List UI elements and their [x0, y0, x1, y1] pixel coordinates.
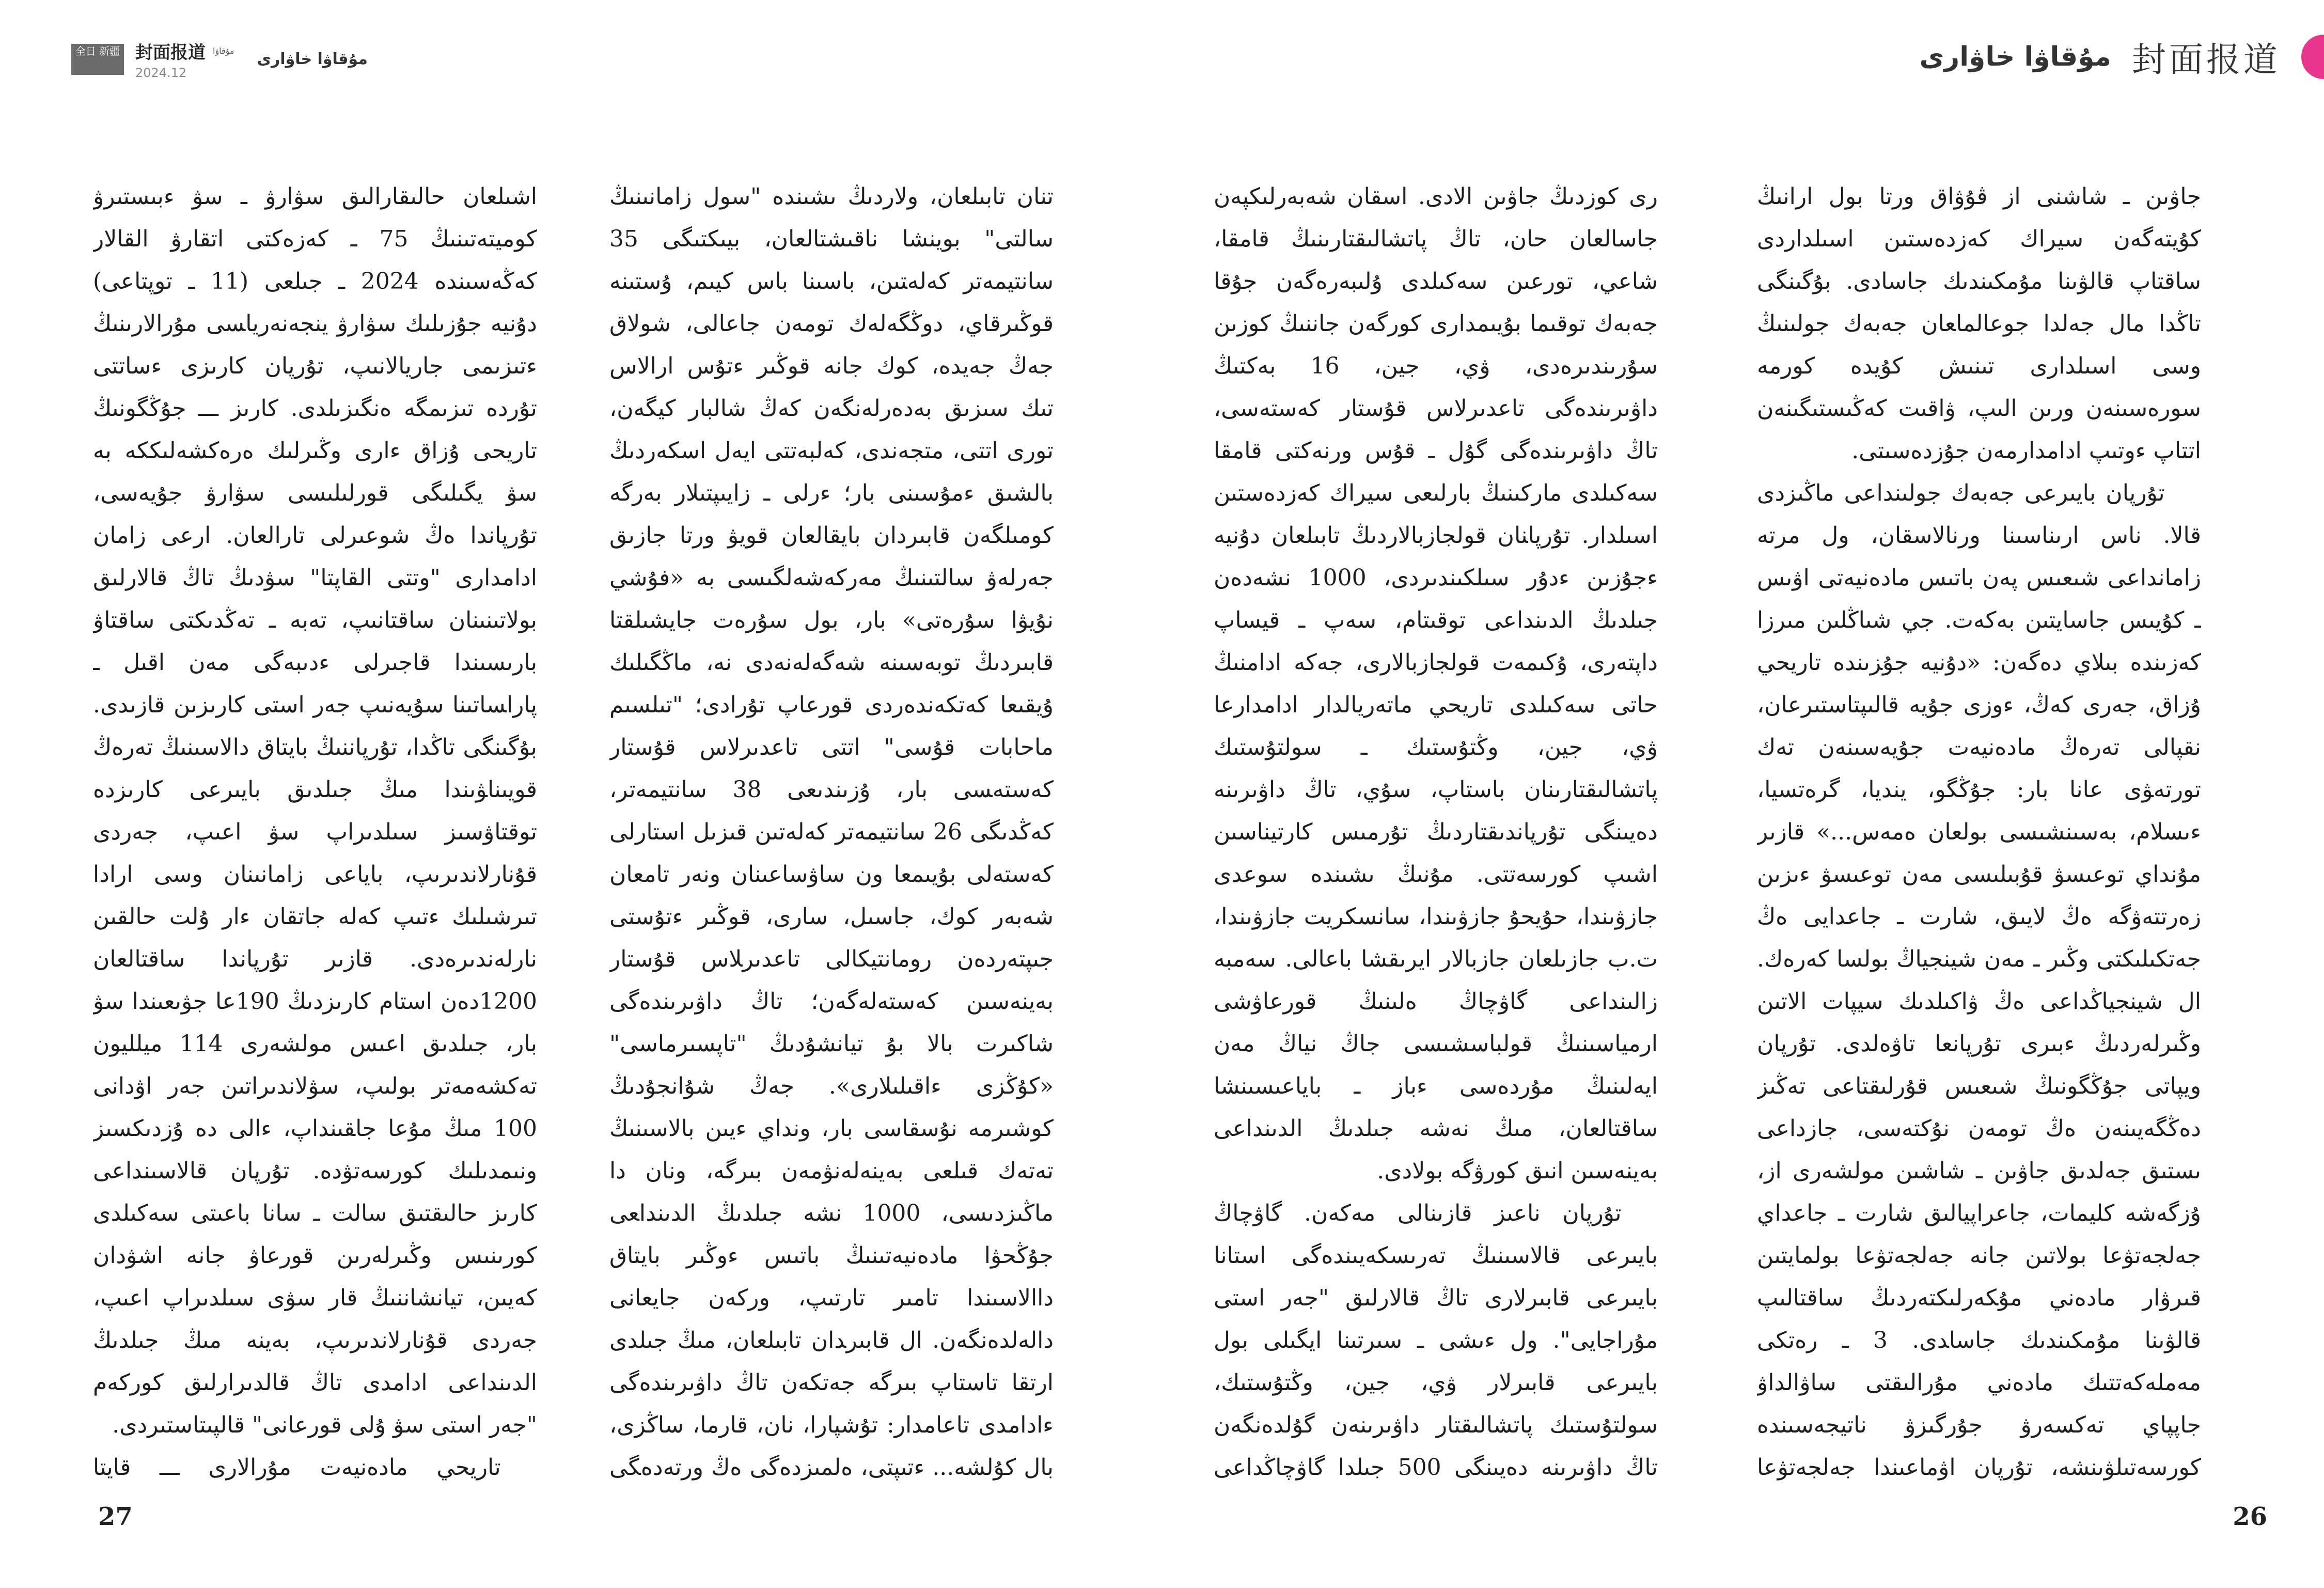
text-column-4: [93, 176, 537, 1483]
page-number-left: 27: [98, 1502, 133, 1531]
page-number-right: 26: [2233, 1502, 2267, 1531]
paragraph: تنان تابىلعان، ولاردىڭ ىشىندە "سول زامانىنىڭ سالتى" بوينشا ناقىشتالعان، بيىكتىگى 35 سانتيمەتر كەلە‍تىن، باسىنا باس كيىم، ۇستىنە قوڭىرقاي، دوڭگەلەك تومەن جاعالى، شولاق جەڭ جەيدە، كوك جانە قوڭىر ءتۇس ارالاس تىك سىزىق بەدەرلەنگەن كەڭ شالبار كيگەن، تورى اتتى، متجەندى، كەلبەتتى ايەل اسكەردىڭ بالشىق ءمۇسىنى بار؛ ءرلى ـ زايىپتىلار بەرگە كومىل‍گەن قابىردان بايقالعان قويۋ ورتا جازىق جەرلەۋ سالتى‍نىڭ مەركەشەلگىسى بە «فۇشي نۇيۋا سۇرەتى» بار، بول سۇرەت جايشىلقتا قابىردىڭ توبەسىنە شەگەلەنەدى نە، ماڭگىلىك ۇيقىعا كەتكەندەردى قورعاپ تۇرادى؛ "تىل‍سىم ماحابات قۇسى" اتتى تاعدىرلاس قۇستار كەستە‍سى بار، ۇزىندىعى 38 سانتيمەتر، كەڭدىگى 26 سانتيمەتر كەلەتىن قىزىل استارلى كەستەلى بۇيىمعا ون ساۋساعىنان ونەر تامعان شەبەر كوك، جاسىل، سارى، قوڭىر ءتۇستى جىپتەردەن رومانتيكالى تاعدىر‍لاس قۇستار بەينەسىن كەستەلەگەن؛ تاڭ داۋىرىندەگى شاكىرت بالا بۇ تيانشۇدىڭ "تاپسىرماسى" «كۇڭزى ءاقىلىلارى». جەڭ شۇانجۇدىڭ كوشىرمە نۇسقاسى بار، ونداي ءيىن بالاسىنىڭ تەتەك قىلعى بەينەلەنۋمەن بىرگە، ونان دا ماڭىزدىسى، 1000 نشە جىلدىڭ الدىندا‍عى جۇڭحۋا مادەنيەتىنىڭ باتىس ءوڭىر بايتاق داالاسىن‍دا تامىر تارتىپ، وركەن جايعانى دالەلدەنگەن. ال قابىر‍دان تابىلعان، مىڭ جىلدى ارتقا تاستاپ بىرگە جەتكەن تاڭ داۋىرىندەگى ءادامدى تاعامدار: تۇشپارا، نان، قارما، ساڭزى، بال كۇلشە... ءتىپتى، ەلمىزدەگى ەڭ ورتەدە‍گى: [609, 183, 1054, 1481]
paragraph: تاريحي مادەنيەت مۇرالارى ـــ قايتا: [93, 1454, 501, 1481]
paragraph: تۇرپان بايىرعى جەبەك جولىنداعى ماڭىزدى قالا. ناس ارىناسىنا ورنالاسقان، ول مرتە زامانداعى شىعىس پەن باتىس مادەنيەتى اۋىس ـ كۇيىس جاسايتىن بەكەت. جي شىاڭلىن مىرزا كەزىندە بىلاي دەگەن: «دۇنيە جۇ‍زىندە تاريحي ۇزاق، جەرى كەڭ، ءوزى جۇيە قالىپتاس‍تىرعان، نقپالى تەرەڭ مادەنيەت جۇيەسىنەن تەك تورتە‍ۋى عانا بار: جۇڭگو، ينديا، گرەتسيا، ءىسلام، بەسىنشى‍سى بولعان ەمەس...» قازىر مۇنداي توعىسۋ قۇبىلىسى مەن توعىسۋ ءىزىن زەرتتەۋگە ەڭ لايىق، شارت ـ جاعدايى ەڭ جەتكىلىكتى وڭىر ـ مەن شينجياڭ بولسا كەرەك. ال شينجياڭداعى ەڭ ۋاكىل‍دىك سيپات الاتىن وڭىرلەردىڭ ءبىرى تۇرپانعا تاۋەلدى. تۇرپان ويپاتى جۇڭگونىڭ شىعىس قۇرلىقتاعى تەڭىز دەڭگەيىنەن ەڭ تومەن نۇكتەسى، جازداعى ىستىق جەلدىق جاۋىن ـ شاشىن مولشەرى از، ۇزگەشە كليمات، جاعراپيالىق شارت ـ جاعداي جەلجەتۋعا بولاتىن جانە جەلجەتۋعا بولمايتىن قىرۋار مادەني مۇ‍كەرلىكتەردىڭ ساقتالىپ قالۋىنا مۇمكىندىك جاسا‍دى. 3 ـ رەتكى مەملەكەتتىك مادەني مۇرالىقتى ساۋالداۋ جاپپاي تەكسەرۋ جۇرگىزۋ ناتيجەسىندە كورسەتىلۋىن‍شە، تۇرپان اۋماعىندا جەلجەتۋعا: [1757, 480, 2201, 1481]
section-title-ug-left: مۇقاۋا خاۋارى: [257, 50, 368, 68]
paragraph: تۇرپان ناعىز قازىنالى مەكەن. گاۋچاڭ بايىرعى قالاسىنىڭ تەرىسكەيىندەگى استانا بايىرعى قابىرلارى تاڭ قالارلىق "جەر استى مۇراجايى". ول ءىشى ـ سىرتىنا ايگىلى بول بايىرعى قابىرلار ۋي، جين، وڭتۇس‍تىك، سولتۇستىك پاتشالىقتار داۋىرىنەن گۇلدەنگەن تاڭ داۋىرىنە دەيىنگى 500 جىلدا گاۋچاڭداعى: [1214, 1200, 1658, 1481]
magazine-logo: 全日 新疆: [71, 44, 124, 75]
accent-circle: [2301, 35, 2324, 79]
issue-date: 2024.12: [135, 66, 187, 80]
text-column-3: [609, 176, 1054, 1483]
right-page-header: [1920, 32, 2299, 81]
text-column-2: [1214, 176, 1658, 1483]
section-title-ug: مۇقاۋا خاۋارى: [1919, 41, 2111, 72]
section-tag-ug: مۇقاۋا: [213, 46, 234, 56]
paragraph: جاۋىن ـ شاشنى از ڤۇۋاق ورتا بول ارانىڭ كۇيتەگەن سيراك كەزدەستىن اسىلداردى ساقتاپ قالۋىنا مۇم‍كىندىك جاسادى. بۇگىنگى تاڭدا مال جەلدا جوعالما‍عان جەبەك جولىنىڭ وسى اسىلدارى تىنىش كۇيدە كورمە سورەسىنەن ورىن الىپ، ۋاقىت كەڭىستىگىنەن اتتاپ ءوتىپ ادامدارمەن جۇزدەسىتى.: [1757, 183, 2201, 464]
section-title-cn: 封面报道: [2132, 40, 2281, 80]
magazine-section-cn: 封面报道: [135, 42, 206, 63]
text-column-1: [1757, 176, 2201, 1483]
paragraph: اشىلعان حالىقارالىق سۋارۋ ـ سۋ ءبىستىرۋ كوميتەتى‍نىڭ 75 ـ كەزەكتى اتقارۋ القالار كەڭەسىندە 2024 ـ جىلعى (11 ـ توپتاعى) دۇنيە جۇزىلىك سۋارۋ ينجەنەريا‍سى مۇرالارىنىڭ ءتىزىمى جاريالانىپ، تۇرپان كارىزى ءساتتى تۇردە تىزىمگە ەنگىزىلدى. كارىز ـــ جۇڭگونىڭ تاريحى ۇزاق ءارى وڭىرلىك ەرەكشەلىككە بە سۋ يگىلى‍گى قورلىلىسى سۋارۋ جۇيەسى، تۇرپاندا ەڭ شوعىرلى تارالعان. ارعى زامان ادامدارى "وتتى القاپتا" سۋدىڭ تاڭ قالارلىق بولاتىنىنان ساقتانىپ، تەبە ـ تەڭدىكتى ساقتاۋ بارىسىندا قاجىرلى ءدىبەگى مەن اقىل ـ پارا‍ساتىنا سۇيەنىپ جەر استى كارىزىن قازىدى. بۇگىن‍گى تاڭدا، تۇرپاننىڭ بايتاق دالاسىنىڭ تەرەڭ قويىنا‍ۋىندا مىڭ جىلدىق بايىرعى كارىزدە توقتاۋسىز سىلدىراپ سۋ اعىپ، جەردى قۇنارلاندىرىپ، باياعى زامانىنان وسى ارادا تىرشىلىك ءتىپ كەلە جاتقان ءار ۇلت حالقىن نارلەندىرەدى. قازىر تۇرپاندا ساقتالعان 1200دەن استام كارىزدىڭ 190عا جۋىعىندا سۋ بار، جىلدىق اعىس مولشەرى 114 ميلليون تەكشەمەتر بولىپ، سۋلاندىراتىن جەر اۋدانى 100 مىڭ مۇعا جا‍قىنداپ، ءالى دە ۇزدىكسىز ونىمدىلىك كورسەتۋدە. تۇرپان قالاسىنداعى كارىز حالىقتىق سالت ـ سانا باعىتى سەكىلدى كورىنىس وڭىرلەرىن قورعاۋ جانە اشۋدان كەيىن، تيانشاننىڭ قار سۋى سىلدىراپ اعىپ، جەردى قۇنارلاندىرىپ، بەينە مىڭ جىلدىڭ الدىنداعى ادامدى تاڭ قالدىرارلىق كوركەم "جەر استى سۋ ۇلى قورعانى" قالپىتاستىردى.: [93, 183, 537, 1438]
paragraph: رى كوزدىڭ جاۋىن الادى. اسقان شەبەرلىكپەن جاسال‍عان حان، تاڭ پاتشالىقتارىنىڭ قامقا، شاعي، تورعىن سەكىلدى ۇلىبەرەگەن جۇقا جەبەك توقىما بۇيىمدارى كورگەن جاننىڭ كوزىن سۇرىندىرەدى، ۋي، جين، 16 بەكتىڭ داۋىرىندەگى تاعدىرلاس قۇستار كەستەسى، تاڭ داۋىرىندەگى گۇل ـ قۇس ورنەكتى قامقا سەكىلدى ماركىنىڭ بارلىعى سيراك كەزدەستىن اسىلدار. تۇرپا‍نان قولجازبالاردىڭ تابىلعان دۇنيە ءجۇزىن ءدۇر سىل‍كىندىردى، 1000 نشەدەن جىلدىڭ الدىنداعى توقىتام، سەپ ـ قيساپ داپتەرى، ۇكىمەت قولجازبالارى، جەكە ادامنىڭ حاتى سەكىلدى تاريحي ماتەريالدار ادامدارعا ۋي، جين، وڭتۇستىك ـ سولتۇستىك پاتشالىقتارىنان باستاپ، سۇي، تاڭ داۋىرىنە دەيىنگى تۇرپاندىقتاردىڭ تۇرمىس كارتيناسىن اشىپ كورسەتتى. مۇنىڭ ىشىندە سوعدى جازۋىندا، حۇيحۇ جازۋىندا، سانسكريت جازۋىندا، ت.ب جازىلعان جازبالار ايرىقشا باعالى. سەمبە زالىنداعى گاۋچاڭ ەلىنىڭ قورعاۋشى ارمياسىنىڭ قولباسشىسى جاڭ نياڭ مەن ايەلىنىڭ مۇردەسى ءباز ـ باياعىسىنشا ساقتالعان، مىڭ نەشە جىلدىڭ الدىنداعى بەينەسىن انىق كورۋگە بولادى.: [1214, 183, 1658, 1184]
left-page-header: [71, 38, 368, 80]
